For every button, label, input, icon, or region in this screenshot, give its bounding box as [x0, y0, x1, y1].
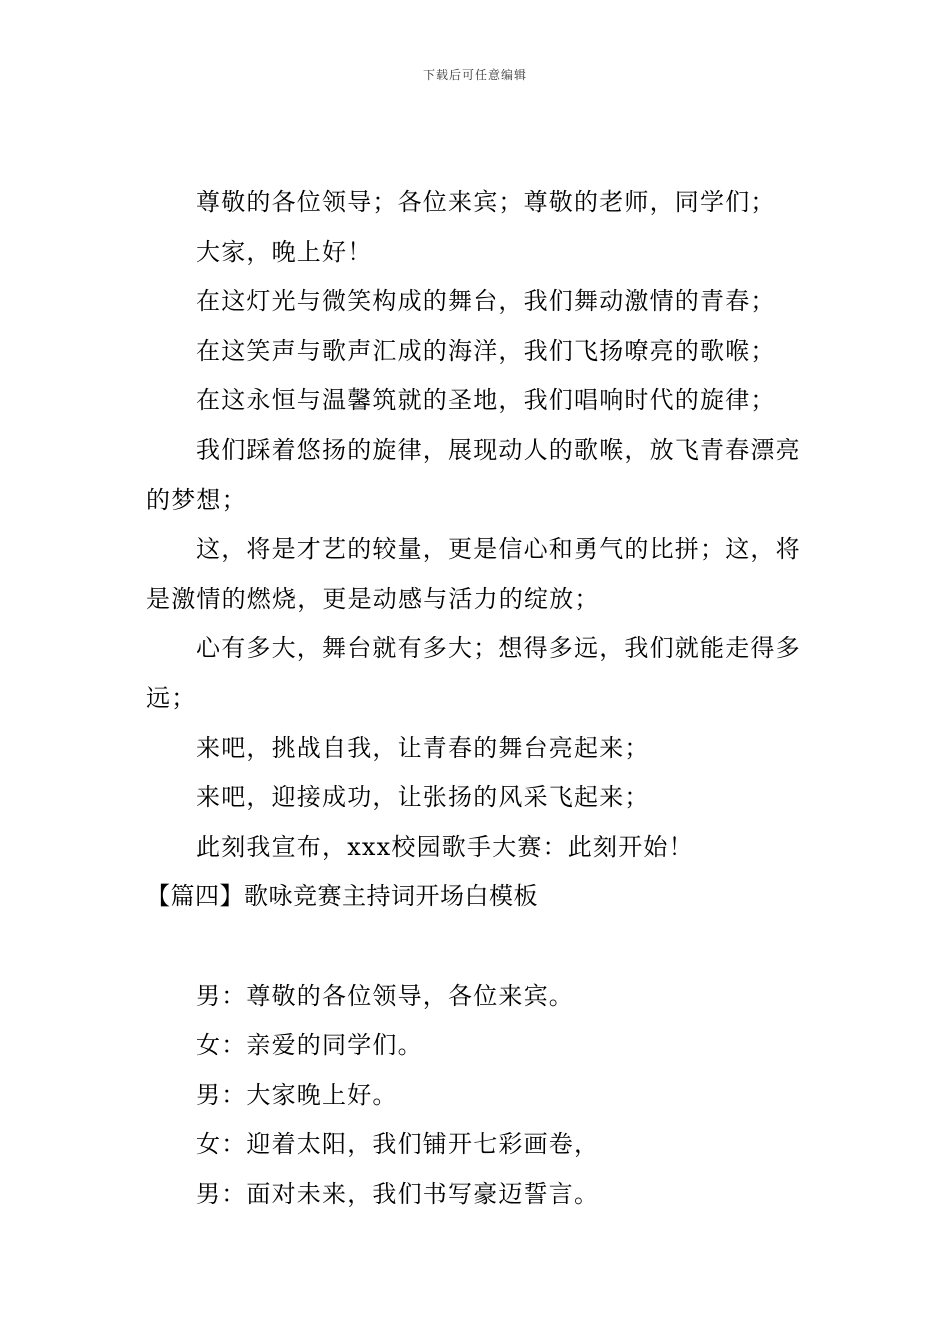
paragraph: 在这灯光与微笑构成的舞台，我们舞动激情的青春；	[196, 287, 776, 316]
paragraph: 此刻我宣布，xxx校园歌手大赛：此刻开始！	[196, 832, 694, 861]
paragraph: 尊敬的各位领导；各位来宾；尊敬的老师，同学们；	[196, 188, 776, 216]
paragraph: 来吧，迎接成功，让张扬的风采飞起来；	[196, 783, 650, 812]
dialogue-line: 男：尊敬的各位领导，各位来宾。	[196, 981, 574, 1010]
paragraph: 来吧，挑战自我，让青春的舞台亮起来；	[196, 733, 650, 762]
blank-line	[146, 922, 806, 972]
paragraph: 这，将是才艺的较量，更是信心和勇气的比拼；这，将是激情的燃烧，更是动感与活力的绽放；	[146, 535, 801, 613]
paragraph: 在这永恒与温馨筑就的圣地，我们唱响时代的旋律；	[196, 386, 776, 415]
section-heading: 【篇四】歌咏竞赛主持词开场白模板	[146, 882, 538, 911]
paragraph: 大家，晚上好！	[196, 237, 373, 266]
dialogue-line: 女：迎着太阳，我们铺开七彩画卷，	[196, 1130, 600, 1159]
dialogue-line: 女：亲爱的同学们。	[196, 1031, 423, 1060]
dialogue-line: 男：大家晚上好。	[196, 1080, 398, 1109]
document-body	[146, 178, 806, 1219]
paragraph: 心有多大，舞台就有多大；想得多远，我们就能走得多远；	[146, 634, 801, 712]
dialogue-line: 男：面对未来，我们书写豪迈誓言。	[196, 1179, 600, 1208]
paragraph: 我们踩着悠扬的旋律，展现动人的歌喉，放飞青春漂亮的梦想；	[146, 435, 801, 514]
paragraph: 在这笑声与歌声汇成的海洋，我们飞扬嘹亮的歌喉；	[196, 336, 776, 365]
page-header: 下载后可任意编辑	[422, 68, 527, 82]
